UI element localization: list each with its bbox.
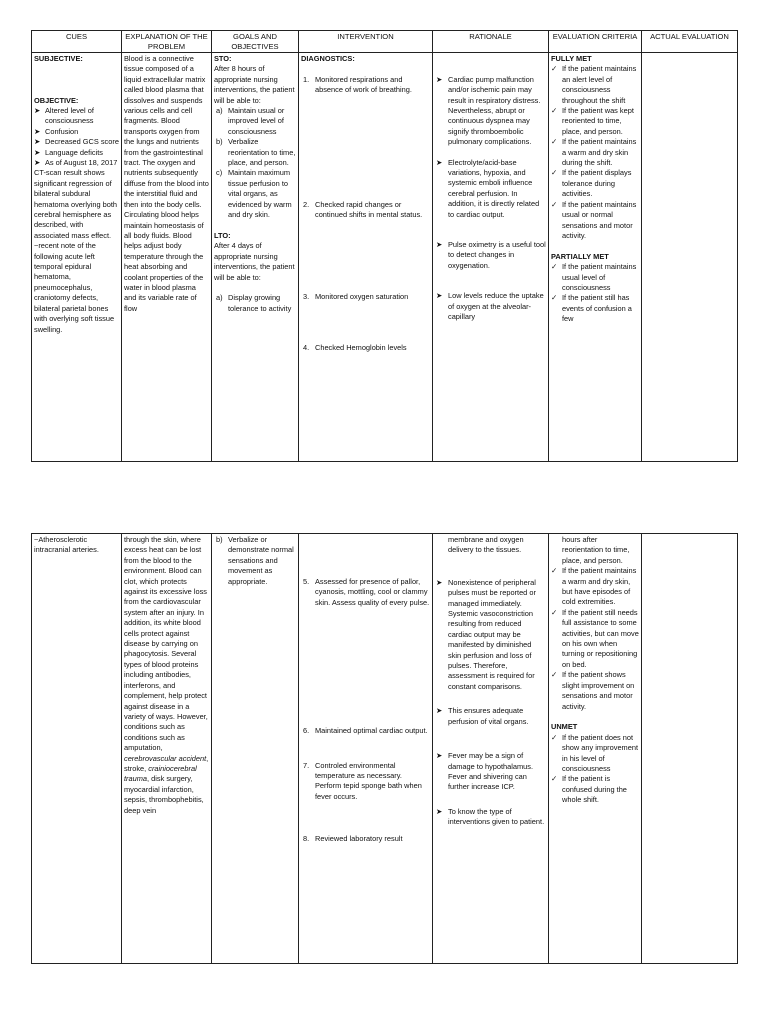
- intervention-item: 6. Maintained optimal cardiac output.: [303, 726, 428, 736]
- list-item: ✓ If the patient maintains usual or normal sensations and motor activity.: [551, 199, 637, 240]
- content-row: [32, 53, 738, 462]
- list-item: ✓ If the patient was kept reoriented to time, place, and person.: [551, 106, 634, 136]
- sto-item: c) Maintain maximum tissue perfusion to vital organs, as evidenced by warm and dry skin.: [216, 168, 292, 220]
- recent-note-text: ~recent note of the following acute left temporal epidural hematoma, pneumocephalus, craniotomy defects, bilateral parietal bones with overlying soft tissue swelling.: [34, 241, 115, 334]
- lto-intro: After 4 days of appropriate nursing interventions, the patient will be able to:: [214, 241, 295, 282]
- list-item: ➤ Language deficits: [34, 147, 103, 157]
- cues-text: ~Atherosclerotic intracranial arteries.: [34, 535, 99, 555]
- intervention-item: 1. Monitored respirations and absence of work of breathing.: [303, 74, 412, 95]
- list-item: ➤ As of August 18, 2017: [34, 158, 118, 168]
- diagnostics-title: DIAGNOSTICS:: [301, 54, 355, 63]
- subjective-title: SUBJECTIVE:: [34, 54, 83, 63]
- objective-title: OBJECTIVE:: [34, 95, 79, 105]
- partially-met-list: [551, 566, 639, 712]
- fully-met-list: [551, 64, 639, 241]
- header-explanation: EXPLANATION OF THE PROBLEM: [122, 31, 212, 53]
- sto-title: STO:: [214, 54, 232, 63]
- rationale-item: ➤ This ensures adequate perfusion of vital organs.: [436, 706, 529, 726]
- header-intervention: INTERVENTION: [299, 31, 433, 53]
- explanation-text: , stroke,: [124, 753, 209, 773]
- header-cues: CUES: [32, 31, 122, 53]
- care-plan-table-page-1: [31, 30, 738, 462]
- explanation-text: , disk surgery, myocardial infarction, sepsis, thrombophebitis, deep vein: [124, 774, 204, 815]
- list-item: ✓ If the patient maintains usual level of consciousness: [551, 262, 637, 292]
- rationale-item: ➤ Fever may be a sign of damage to hypothalamus. Fever and shivering can further increase ICP.: [436, 751, 534, 792]
- rationale-item: ➤ Electrolyte/acid-base variations, hypoxia, and systemic emboli influence cerebral perfusion. In addition, it is directly related to cardiac output.: [436, 157, 540, 219]
- cues-cell: [32, 534, 122, 964]
- fully-met-title: FULLY MET: [551, 54, 592, 63]
- intervention-item: 2. Checked rapid changes or continued shifts in mental status.: [303, 199, 423, 220]
- explanation-cell: [122, 534, 212, 964]
- explanation-text: through the skin, where excess heat can be lost from the blood to the environment. Blood can clot, which protects against its excessive loss from the cardiovascular system after an injury. In addition, its white blood cells protect against disease by carrying on phagocytosis. Several types of blood proteins including antibodies, interferons, and complement, help protect against disease in a variety of ways. However, conditions such as conditions such as amputation,: [124, 535, 208, 753]
- objective-list: [34, 106, 119, 168]
- lto-item: b) Verbalize or demonstrate normal sensations and movement as appropriate.: [216, 535, 294, 586]
- lto-item: a) Display growing tolerance to activity: [216, 293, 292, 313]
- explanation-italic: crainiocerebral trauma: [124, 763, 197, 784]
- explanation-text: Blood is a connective tissue composed of a liquid extracellular matrix called blood plasma that dissolves and suspends various cells and cell fragments. Blood transports oxygen from the lungs and nutrients from the gastrointestinal tract. The oxygen and nutrients subsequently diffuse from the blood into the interstitial fluid and then into the body cells. Circulating blood helps maintain homeostasis of all body fluids. Blood helps adjust body temperature through the heat absorbing and coolant properties of the water in blood plasma and its variable rate of flow: [124, 54, 209, 313]
- list-item: ➤ Confusion: [34, 126, 79, 136]
- intervention-item: 4. Checked Hemoglobin levels: [303, 342, 407, 352]
- cues-cell: [32, 53, 122, 462]
- intervention-item: 3. Monitored oxygen saturation: [303, 292, 409, 302]
- partially-met-list: [551, 262, 639, 324]
- list-item: ✓ If the patient maintains an alert level of consciousness throughout the shift: [551, 64, 637, 105]
- list-item: ➤ Decreased GCS score: [34, 137, 119, 147]
- rationale-continued: membrane and oxygen delivery to the tissues.: [448, 535, 524, 555]
- rationale-item: ➤ Cardiac pump malfunction and/or ischemic pain may result in respiratory distress. Nevertheless, abrupt or continuous dyspnea may signify thromboembolic pulmonary complications.: [436, 74, 541, 147]
- list-item: ➤ Altered level of consciousness: [34, 105, 94, 126]
- goals-cell: [212, 53, 299, 462]
- sto-intro: After 8 hours of appropriate nursing interventions, the patient will be able to:: [214, 64, 295, 105]
- unmet-title: UNMET: [551, 722, 578, 732]
- list-item: ✓ If the patient displays tolerance during activities.: [551, 168, 632, 199]
- explanation-cell: [122, 53, 212, 462]
- lto-title: LTO:: [214, 230, 231, 240]
- list-item: ✓ If the patient still needs full assistance to some activities, but can move on his own when turning or repositioning on bed.: [551, 607, 639, 669]
- rationale-item: ➤ Low levels reduce the uptake of oxygen at the alveolar-capillary: [436, 291, 544, 322]
- care-plan-table-page-2: [31, 533, 738, 964]
- rationale-item: ➤ Pulse oximetry is a useful tool to detect changes in oxygenation.: [436, 240, 546, 270]
- header-goals: GOALS AND OBJECTIVES: [212, 31, 299, 53]
- sto-item: a) Maintain usual or improved level of consciousness: [216, 106, 285, 136]
- header-criteria: EVALUATION CRITERIA: [549, 31, 642, 53]
- rationale-cell: [433, 53, 549, 462]
- intervention-cell: [299, 534, 433, 964]
- content-row: [32, 534, 738, 964]
- actual-evaluation-cell: [642, 53, 738, 462]
- goals-cell: [212, 534, 299, 964]
- explanation-italic: cerebrovascular accident: [124, 753, 207, 763]
- intervention-item: 7. Controled environmental temperature as necessary. Perform tepid sponge bath when fever occurs.: [303, 760, 422, 801]
- partially-met-continued: hours after reorientation to time, place, and person.: [562, 535, 630, 565]
- rationale-item: ➤ To know the type of interventions given to patient.: [436, 806, 545, 827]
- intervention-item: 8. Reviewed laboratory result: [303, 834, 403, 844]
- ct-scan-text: CT-scan result shows significant regression of bilateral subdural hematoma overlying both cerebral hemisphere as described, with associated mass effect.: [34, 168, 117, 240]
- criteria-cell: [549, 53, 642, 462]
- sto-item: b) Verbalize reorientation to time, place, and person.: [216, 137, 296, 168]
- intervention-cell: [299, 53, 433, 462]
- header-rationale: RATIONALE: [433, 31, 549, 53]
- rationale-item: ➤ Nonexistence of peripheral pulses must be reported or managed immediately. Systemic vasoconstriction resulting from reduced cardiac output may be manifested by diminished skin perfusion and loss of pulses. Therefore, assessment is required for constant comparisons.: [436, 577, 536, 691]
- header-actual: ACTUAL EVALUATION: [642, 31, 738, 53]
- unmet-list: [551, 733, 639, 806]
- list-item: ✓ If the patient does not show any improvement in his level of consciousness: [551, 732, 638, 773]
- actual-evaluation-cell: [642, 534, 738, 964]
- list-item: ✓ If the patient shows slight improvement on sensations and motor activity.: [551, 670, 635, 711]
- partially-met-title: PARTIALLY MET: [551, 251, 609, 261]
- list-item: ✓ If the patient is confused during the whole shift.: [551, 774, 627, 805]
- criteria-cell: [549, 534, 642, 964]
- list-item: ✓ If the patient maintains a warm and dry skin, but have episodes of cold extremities.: [551, 566, 637, 607]
- list-item: ✓ If the patient still has events of confusion a few: [551, 293, 632, 324]
- header-row: [32, 31, 738, 53]
- rationale-cell: [433, 534, 549, 964]
- intervention-item: 5. Assessed for presence of pallor, cyanosis, mottling, cool or clammy skin. Assess quality of every pulse.: [303, 577, 430, 607]
- list-item: ✓ If the patient maintains a warm and dry skin during the shift.: [551, 137, 637, 168]
